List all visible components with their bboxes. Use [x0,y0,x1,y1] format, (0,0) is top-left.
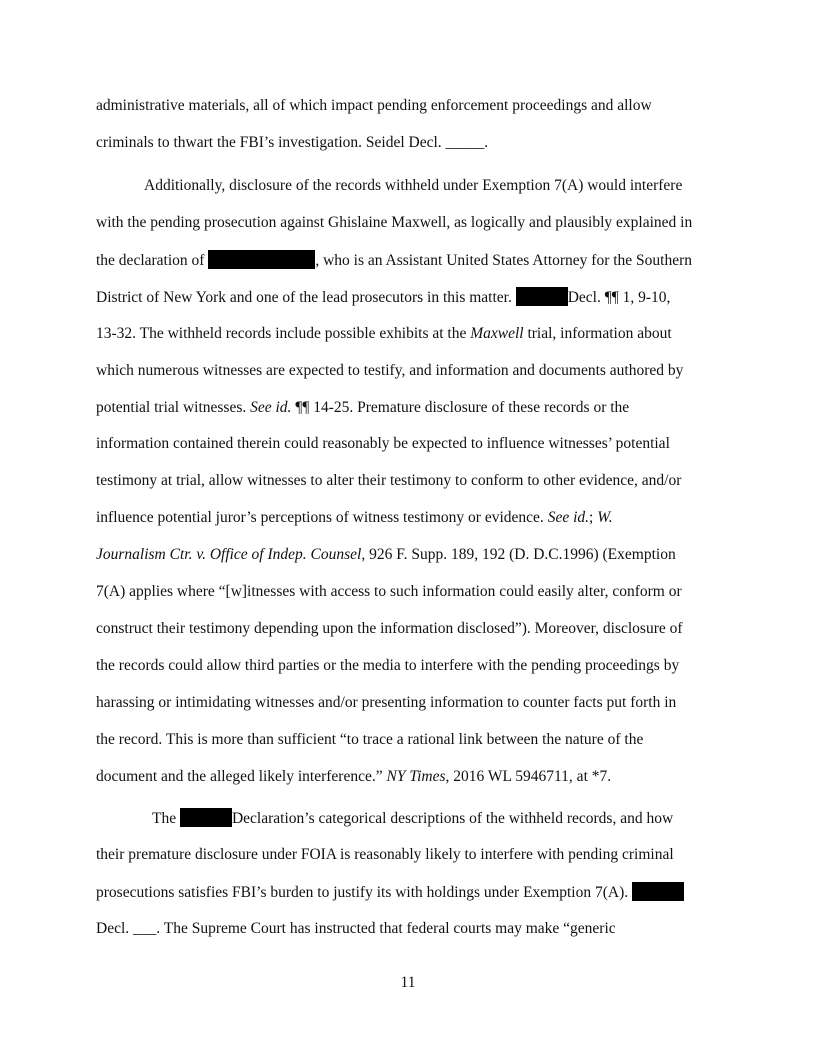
text-segment: , 926 F. Supp. 189, 192 (D. D.C.1996) (Exemption [361,546,676,563]
redaction-box [208,250,315,269]
italic-text: Journalism Ctr. v. Office of Indep. Counsel [96,546,362,563]
text-segment: which numerous witnesses are expected to testify, and information and documents authored by [96,362,684,379]
text-segment: their premature disclosure under FOIA is reasonably likely to interfere with pending criminal [96,846,674,863]
text-line [96,582,682,602]
text-line [144,176,682,196]
text-segment: prosecutions satisfies FBI’s burden to justify its with holdings under Exemption 7(A). [96,884,632,901]
text-segment: influence potential juror’s perceptions of witness testimony or evidence. [96,509,548,526]
text-line [96,361,683,381]
text-line [96,730,643,750]
text-segment: the records could allow third parties or the media to interfere with the pending proceedings by [96,657,680,674]
text-segment: Additionally, disclosure of the records withheld under Exemption 7(A) would interfere [144,177,683,194]
italic-text: Maxwell [470,325,524,342]
text-segment: ¶¶ 14-25. Premature disclosure of these records or the [291,399,630,416]
text-segment: administrative materials, all of which impact pending enforcement proceedings and allow [96,97,652,114]
text-line [152,808,673,829]
text-segment: construct their testimony depending upon the information disclosed”). Moreover, disclosure of [96,620,683,637]
text-segment: Declaration’s categorical descriptions of the withheld records, and how [231,810,674,827]
text-segment: the declaration of [96,252,209,269]
text-line [96,919,616,939]
text-line [96,656,679,676]
redaction-box [180,808,232,827]
text-line [96,250,692,271]
text-line [96,619,683,639]
text-segment: document and the alleged likely interference.” [96,768,387,785]
text-line [96,882,684,903]
text-segment: 13-32. The withheld records include possible exhibits at the [96,325,471,342]
text-line [96,767,611,787]
text-segment: criminals to thwart the FBI’s investigation. Seidel Decl. _____. [96,134,489,151]
text-line [96,133,488,153]
text-segment: with the pending prosecution against Ghislaine Maxwell, as logically and plausibly explained in [96,214,693,231]
text-line [96,96,652,116]
text-segment: harassing or intimidating witnesses and/or presenting information to counter facts put forth in [96,694,677,711]
text-segment: The [152,810,180,827]
text-line [96,471,681,491]
text-segment: the record. This is more than sufficient “to trace a rational link between the nature of the [96,731,644,748]
italic-text: NY Times [386,768,446,785]
text-segment: Decl. ___. The Supreme Court has instructed that federal courts may make “generic [96,920,616,937]
italic-text: W. [597,509,613,526]
text-segment: District of New York and one of the lead prosecutors in this matter. [96,289,516,306]
redaction-box [632,882,684,901]
text-segment: 7(A) applies where “[w]itnesses with access to such information could easily alter, conform or [96,583,682,600]
text-segment: Decl. ¶¶ 1, 9-10, [567,289,671,306]
text-line [96,434,670,454]
text-segment: testimony at trial, allow witnesses to alter their testimony to conform to other evidence, and/or [96,472,682,489]
text-line [96,845,674,865]
redaction-box [516,287,568,306]
text-line [96,398,629,418]
text-line [96,545,676,565]
italic-text: See id. [547,509,590,526]
text-segment: ; [589,509,598,526]
text-line [96,508,613,528]
text-line [96,287,670,308]
italic-text: See id. [250,399,292,416]
text-segment: trial, information about [523,325,672,342]
text-segment: potential trial witnesses. [96,399,251,416]
text-segment: , who is an Assistant United States Attorney for the Southern [315,252,693,269]
text-segment: information contained therein could reasonably be expected to influence witnesses’ potential [96,435,670,452]
page-number: 11 [400,974,416,991]
text-line [96,213,692,233]
text-line [96,324,672,344]
text-line [96,693,676,713]
text-segment: , 2016 WL 5946711, at *7. [445,768,612,785]
